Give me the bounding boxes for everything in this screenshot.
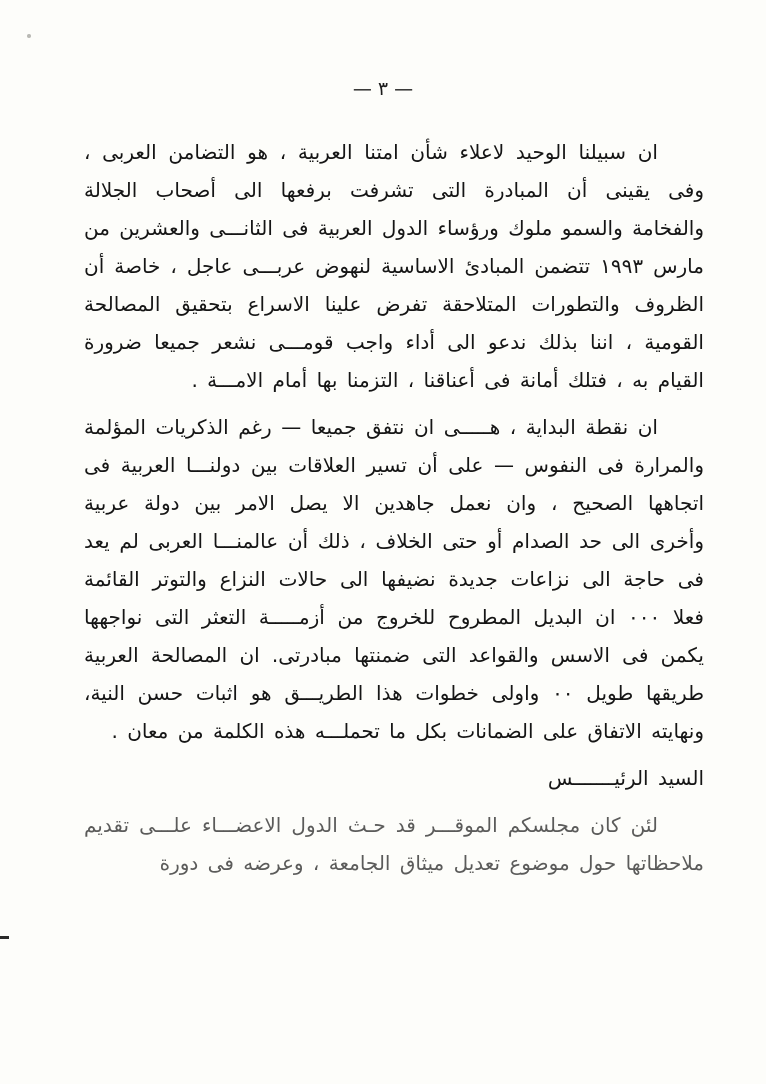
paragraph-solidarity-initiative: ان سبيلنا الوحيد لاعلاء شأن امتنا العربية ، هو التضامن العربى ، وفى يقينى أن المبادرة التى تشرفت برفعها الى أصحاب الجلالة والفخامة والسمو ملوك ورؤساء الدول العربية فى الثانـــى والعشرين من مارس ١٩٩٣ تتضمن المبادئ الاساسية لنهوض عربـــى عاجل ، خاصة أن الظروف والتطورات المتلاحقة تفرض علينا الاسراع بتحقيق المصالحة القومية ، اننا بذلك ندعو الى أداء واجب قومـــى نشعر جميعا ضرورة القيام به ، فتلك أمانة فى أعناقنا ، التزمنا بها أمام الامـــة . bbox=[84, 140, 704, 392]
document-body bbox=[84, 133, 704, 891]
paragraph-council-charter: لئن كان مجلسكم الموقـــر قد حـث الدول الاعضـــاء علـــى تقديم ملاحظاتها حول موضوع تعديل ميثاق الجامعة ، وعرضه فى دورة bbox=[84, 813, 704, 875]
scan-artifact-edge-mark bbox=[0, 936, 9, 939]
scan-noise-speck bbox=[27, 34, 31, 38]
paragraph-starting-point: ان نقطة البداية ، هـــــى ان نتفق جميعا — رغم الذكريات المؤلمة والمرارة فى النفوس — على أن تسير العلاقات بين دولنـــا العربية فى اتجاهها الصحيح ، وان نعمل جاهدين الا يصل الامر بين دولة عربية وأخرى الى حد الصدام أو حتى الخلاف ، ذلك أن عالمنـــا العربى لم يعد فى حاجة الى نزاعات جديدة نضيفها الى حالات النزاع والتوتر القائمة فعلا ٠٠٠ ان البديل المطروح للخروج من أزمـــــة التعثر التى نواجهها يكمن فى الاسس والقواعد التى ضمنتها مبادرتى. ان المصالحة العربية طريقها طويل ٠٠ واولى خطوات هذا الطريـــق هو اثبات حسن النية، ونهايته الاتفاق على الضمانات بكل ما تحملـــه هذه الكلمة من معان . bbox=[84, 415, 704, 743]
page-number: — ٣ — bbox=[352, 78, 414, 100]
salutation-line: السيد الرئيـــــــس bbox=[547, 766, 704, 790]
